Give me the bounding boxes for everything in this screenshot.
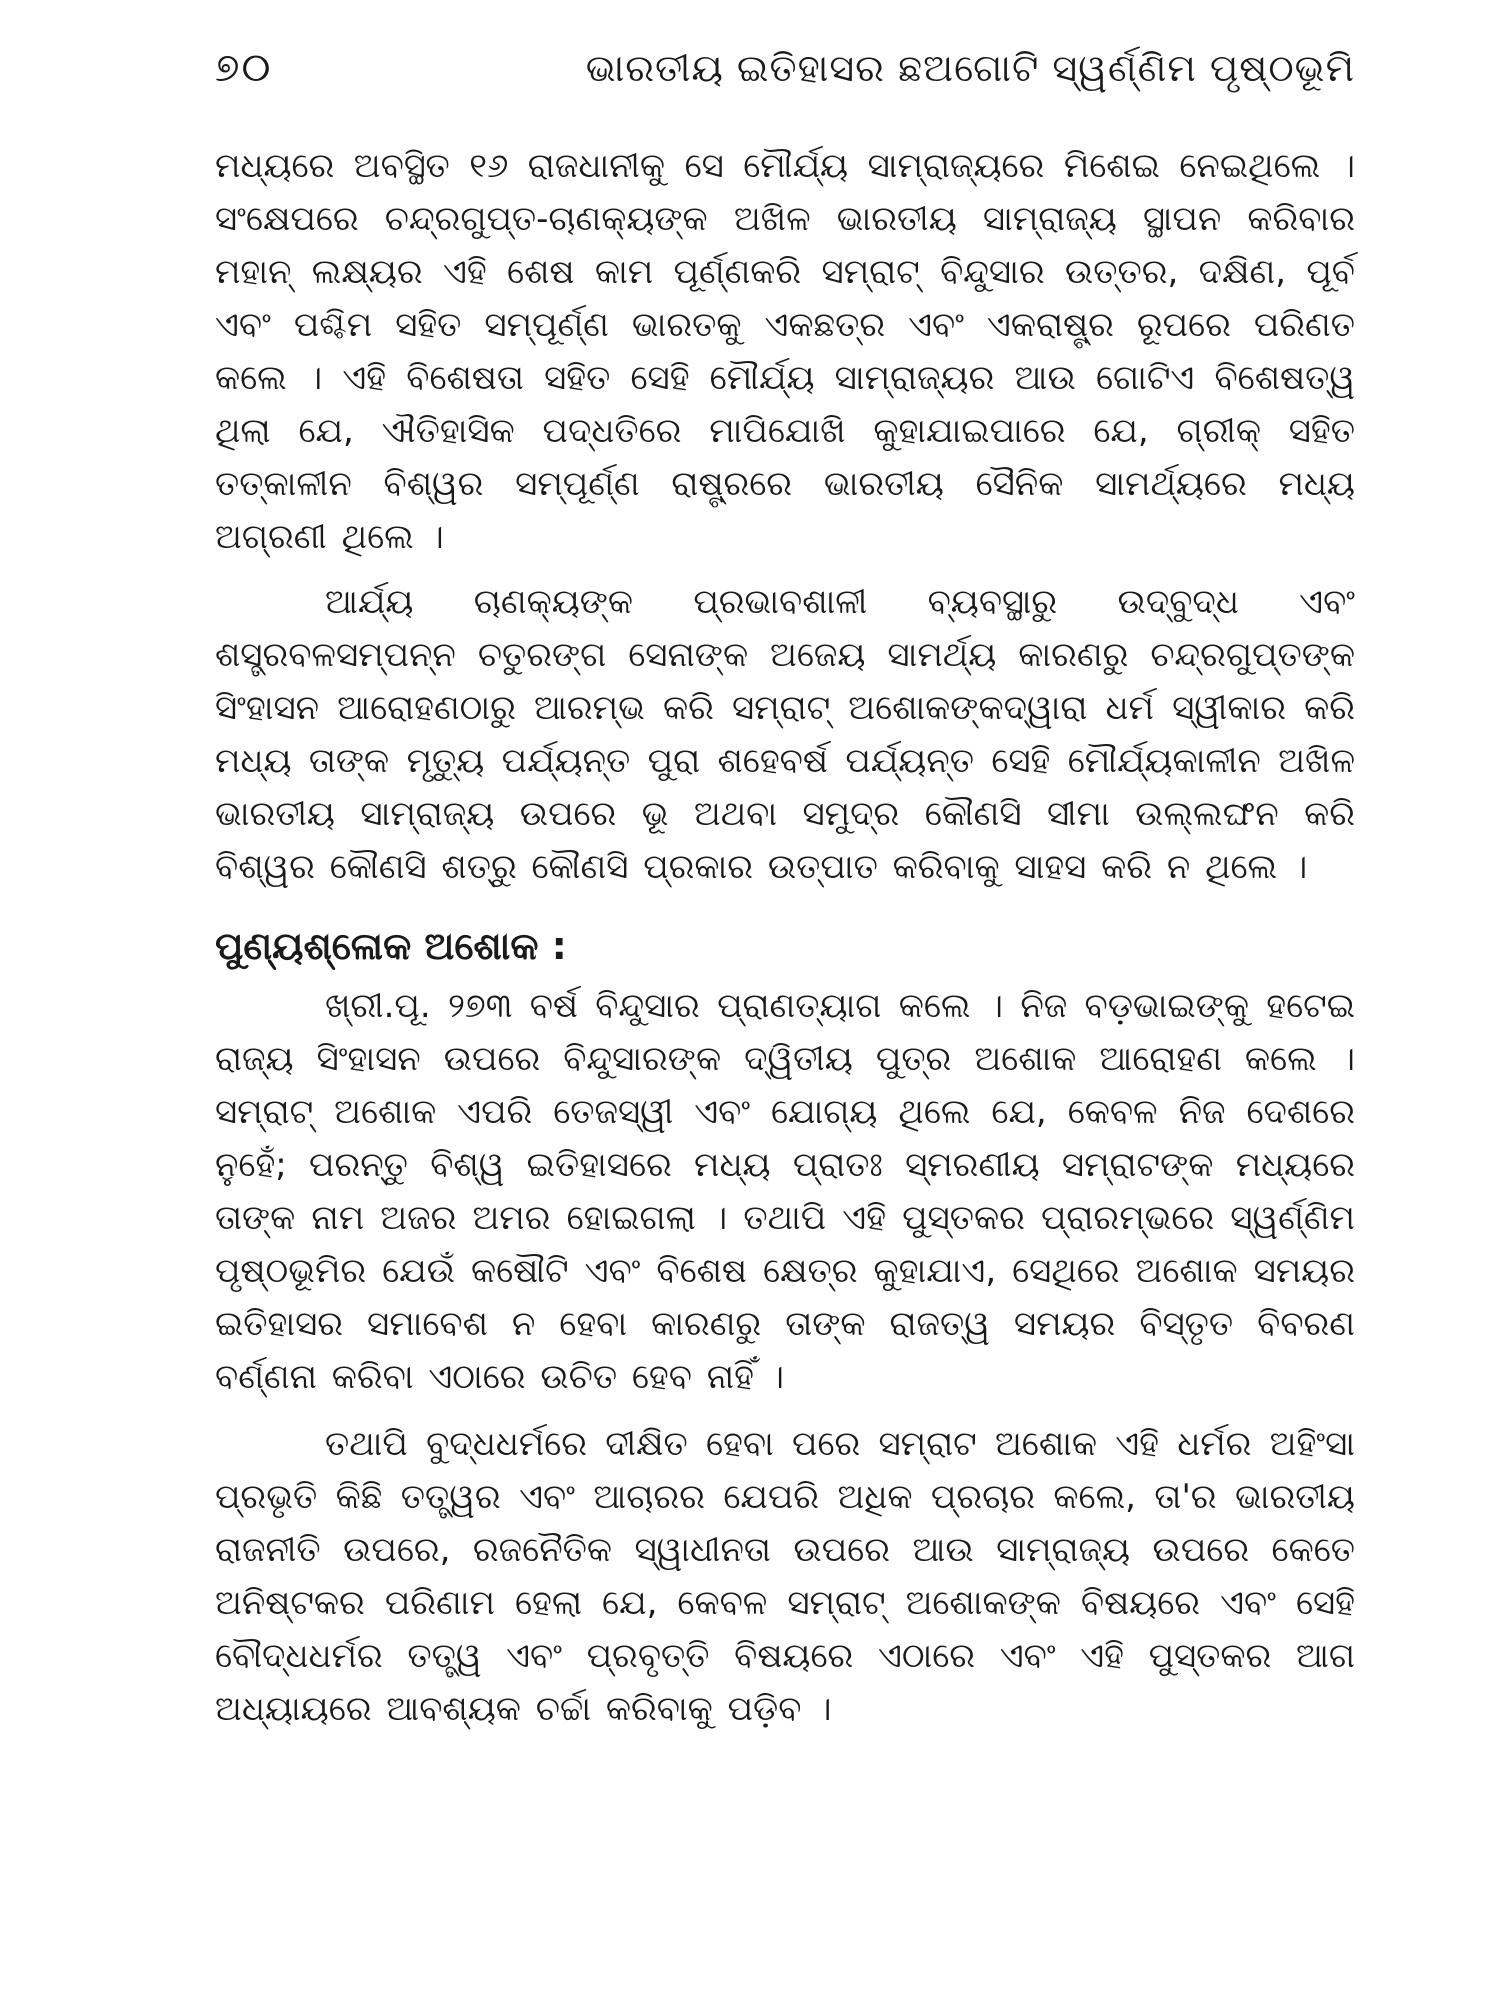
running-header [215,38,1355,98]
page-number: ୭୦ [215,45,273,91]
running-title: ଭାରତୀୟ ଇତିହାସର ଛଅଗୋଟି ସ୍ୱର୍ଣ୍ଣିମ ପୃଷ୍ଠଭୂମି [585,46,1355,90]
paragraph-2: ଆର୍ଯ୍ୟ ଚାଣକ୍ୟଙ୍କ ପ୍ରଭାବଶାଳୀ ବ୍ୟବସ୍ଥାରୁ ଉଦ୍‌ବୁଦ୍ଧ ଏବଂ ଶସ୍ତ୍ରବଳସମ୍ପନ୍ନ ଚତୁରଙ୍ଗ ସେନାଙ୍କ ଅଜେୟ ସାମର୍ଥ୍ୟ କାରଣରୁ ଚନ୍ଦ୍ରଗୁପ୍ତଙ୍କ ସିଂହାସନ ଆରୋହଣଠାରୁ ଆରମ୍ଭ କରି ସମ୍ରାଟ୍ ଅଶୋକଙ୍କଦ୍ୱାରା ଧର୍ମ ସ୍ୱୀକାର କରି ମଧ୍ୟ ତାଙ୍କ ମୃତ୍ୟୁ ପର୍ଯ୍ୟନ୍ତ ପୁରା ଶହେବର୍ଷ ପର୍ଯ୍ୟନ୍ତ ସେହି ମୌର୍ଯ୍ୟକାଳୀନ ଅଖିଳ ଭାରତୀୟ ସାମ୍ରାଜ୍ୟ ଉପରେ ଭୂ ଅଥବା ସମୁଦ୍ର କୌଣସି ସୀମା ଉଲ୍ଲଙ୍ଘନ କରି ବିଶ୍ୱର କୌଣସି ଶତ୍ରୁ କୌଣସି ପ୍ରକାର ଉତ୍ପାତ କରିବାକୁ ସାହସ କରି ନ ଥିଲେ । [215,582,1355,887]
section-heading: ପୁଣ୍ୟଶ୍ଳୋକ ଅଶୋକ : [215,924,567,968]
paragraph-1: ମଧ୍ୟରେ ଅବସ୍ଥିତ ୧୬ ରାଜଧାନୀକୁ ସେ ମୌର୍ଯ୍ୟ ସାମ୍ରାଜ୍ୟରେ ମିଶେଇ ନେଇଥିଲେ । ସଂକ୍ଷେପରେ ଚନ୍ଦ୍ରଗୁପ୍ତ-ଚାଣକ୍ୟଙ୍କ ଅଖିଳ ଭାରତୀୟ ସାମ୍ରାଜ୍ୟ ସ୍ଥାପନ କରିବାର ମହାନ୍ ଲକ୍ଷ୍ୟର ଏହି ଶେଷ କାମ ପୂର୍ଣ୍ଣକରି ସମ୍ରାଟ୍ ବିନ୍ଦୁସାର ଉତ୍ତର, ଦକ୍ଷିଣ, ପୂର୍ବ ଏବଂ ପଶ୍ଚିମ ସହିତ ସମ୍ପୂର୍ଣ୍ଣ ଭାରତକୁ ଏକଛତ୍ର ଏବଂ ଏକରାଷ୍ଟ୍ର ରୂପରେ ପରିଣତ କଲେ । ଏହି ବିଶେଷତା ସହିତ ସେହି ମୌର୍ଯ୍ୟ ସାମ୍ରାଜ୍ୟର ଆଉ ଗୋଟିଏ ବିଶେଷତ୍ୱ ଥିଲା ଯେ, ଐତିହାସିକ ପଦ୍ଧତିରେ ମାପିଯୋଖି କୁହାଯାଇପାରେ ଯେ, ଗ୍ରୀକ୍ ସହିତ ତତ୍କାଳୀନ ବିଶ୍ୱର ସମ୍ପୂର୍ଣ୍ଣ ରାଷ୍ଟ୍ରରେ ଭାରତୀୟ ସୈନିକ ସାମର୍ଥ୍ୟରେ ମଧ୍ୟ ଅଗ୍ରଣୀ ଥିଲେ । [215,146,1355,557]
paragraph-4: ତଥାପି ବୁଦ୍ଧଧର୍ମରେ ଦୀକ୍ଷିତ ହେବା ପରେ ସମ୍ରାଟ ଅଶୋକ ଏହି ଧର୍ମର ଅହିଂସା ପ୍ରଭୃତି କିଛି ତତ୍ତ୍ୱର ଏବଂ ଆଚାରର ଯେପରି ଅଧିକ ପ୍ରଚାର କଲେ, ତା'ର ଭାରତୀୟ ରାଜନୀତି ଉପରେ, ରଜନୈତିକ ସ୍ୱାଧୀନତା ଉପରେ ଆଉ ସାମ୍ରାଜ୍ୟ ଉପରେ କେତେ ଅନିଷ୍ଟକର ପରିଣାମ ହେଲା ଯେ, କେବଳ ସମ୍ରାଟ୍ ଅଶୋକଙ୍କ ବିଷୟରେ ଏବଂ ସେହି ବୌଦ୍ଧଧର୍ମର ତତ୍ତ୍ୱ ଏବଂ ପ୍ରବୃତ୍ତି ବିଷୟରେ ଏଠାରେ ଏବଂ ଏହି ପୁସ୍ତକର ଆଗ ଅଧ୍ୟାୟରେ ଆବଶ୍ୟକ ଚର୍ଚ୍ଚା କରିବାକୁ ପଡ଼ିବ । [215,1424,1355,1729]
paragraph-3: ଖ୍ରୀ.ପୂ. ୨୭୩ ବର୍ଷ ବିନ୍ଦୁସାର ପ୍ରାଣତ୍ୟାଗ କଲେ । ନିଜ ବଡ଼ଭାଇଙ୍କୁ ହଟେଇ ରାଜ୍ୟ ସିଂହାସନ ଉପରେ ବିନ୍ଦୁସାରଙ୍କ ଦ୍ୱିତୀୟ ପୁତ୍ର ଅଶୋକ ଆରୋହଣ କଲେ । ସମ୍ରାଟ୍ ଅଶୋକ ଏପରି ତେଜସ୍ୱୀ ଏବଂ ଯୋଗ୍ୟ ଥିଲେ ଯେ, କେବଳ ନିଜ ଦେଶରେ ନୁହେଁ; ପରନ୍ତୁ ବିଶ୍ୱ ଇତିହାସରେ ମଧ୍ୟ ପ୍ରାତଃ ସ୍ମରଣୀୟ ସମ୍ରାଟଙ୍କ ମଧ୍ୟରେ ତାଙ୍କ ନାମ ଅଜର ଅମର ହୋଇଗଲା । ତଥାପି ଏହି ପୁସ୍ତକର ପ୍ରାରମ୍ଭରେ ସ୍ୱର୍ଣ୍ଣିମ ପୃଷ୍ଠଭୂମିର ଯେଉଁ କଷୌଟି ଏବଂ ବିଶେଷ କ୍ଷେତ୍ର କୁହାଯାଏ, ସେଥିରେ ଅଶୋକ ସମୟର ଇତିହାସର ସମାବେଶ ନ ହେବା କାରଣରୁ ତାଙ୍କ ରାଜତ୍ୱ ସମୟର ବିସ୍ତୃତ ବିବରଣ ବର୍ଣ୍ଣନା କରିବା ଏଠାରେ ଉଚିତ ହେବ ନାହିଁ । [215,986,1355,1397]
body-text [215,140,1355,1736]
